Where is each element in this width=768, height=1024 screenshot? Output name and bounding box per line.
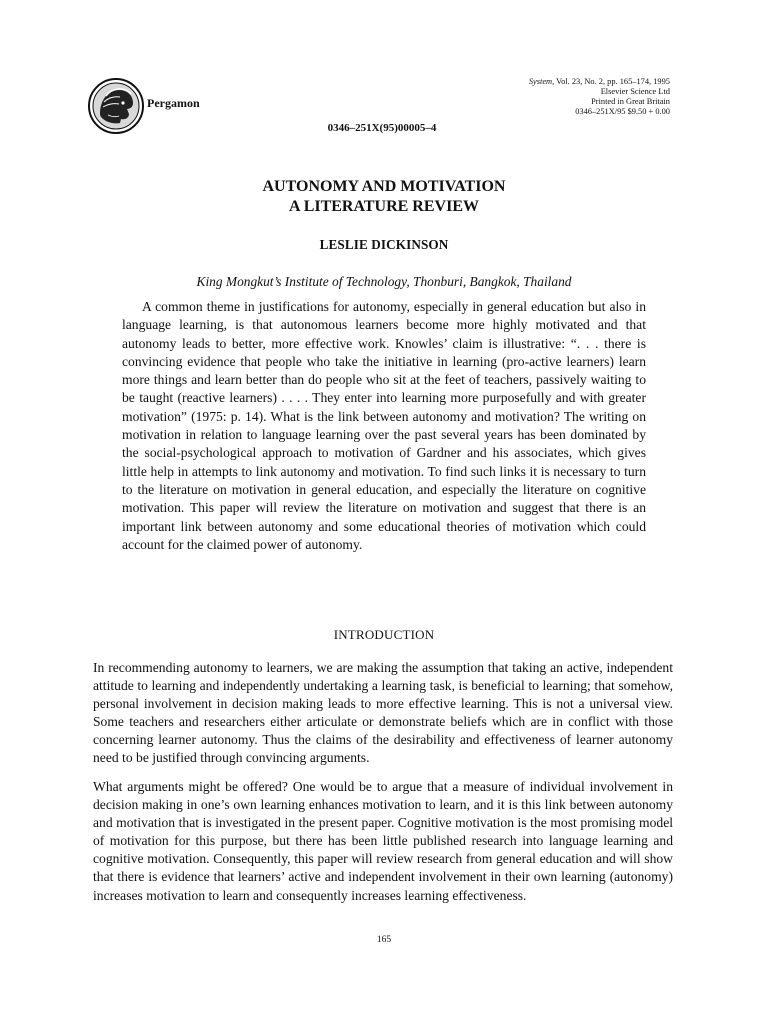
journal-name: System,	[528, 77, 555, 86]
article-code: 0346–251X(95)00005–4	[327, 122, 437, 134]
copyright-holder: Elsevier Science Ltd	[600, 87, 670, 96]
publisher-name: Pergamon	[147, 96, 200, 110]
article-code-line	[0, 122, 768, 134]
price-code: 0346–251X/95 $9.50 + 0.00	[575, 107, 670, 116]
body-paragraph-1: In recommending autonomy to learners, we are making the assumption that taking an active, independent attitude to learning and independently undertaking a learning task, is beneficial to learning; that somehow, personal involvement in decision making leads to more effective learning. This is not a universal view. Some teachers and researchers either articulate or demonstrate beliefs which are in conflict with those concerning learner autonomy. Thus the claims of the desirability and effectiveness of learner autonomy need to be justified through convincing arguments.	[93, 660, 673, 766]
title-line-2: A LITERATURE REVIEW	[289, 198, 479, 215]
journal-info	[410, 77, 670, 117]
article-title	[0, 177, 768, 217]
body-paragraph-2: What arguments might be offered? One would be to argue that a measure of individual involvement in decision making in one’s own learning enhances motivation to learn, and it is this link between autonomy and motivation that is investigated in the present paper. Cognitive motivation is the most promising model of motivation for this purpose, but there has been little published research into language learning and cognitive motivation. Consequently, this paper will review research from general education and will show that there is evidence that learners’ active and independent involvement in their own learning (autonomy) increases motivation to learn and consequently increases learning effectiveness.	[93, 779, 673, 903]
page-number: 165	[376, 935, 392, 945]
author-affiliation: King Mongkut’s Institute of Technology, Thonburi, Bangkok, Thailand	[196, 274, 572, 289]
abstract: A common theme in justifications for autonomy, especially in general education but also in language learning, is that autonomous learners become more highly motivated and that autonomy leads to better, more effective work. Knowles’ claim is illustrative: “. . . there is convincing evidence that people who take the initiative in learning (pro-active learners) learn more things and learn better than do people who sit at the feet of teachers, passively waiting to be taught (reactive learners) . . . . They enter into learning more purposefully and with greater motivation” (1975: p. 14). What is the link between autonomy and motivation? The writing on motivation in relation to language learning over the past several years has been dominated by the social-psychological approach to motivation of Gardner and his associates, which gives little help in attempts to link autonomy and motivation. To find such links it is necessary to turn to the literature on motivation in general education, and especially the literature on cognitive motivation. This paper will review the literature on motivation and suggest that there is an important link between autonomy and some educational theories of motivation which could account for the claimed power of autonomy.	[122, 299, 646, 552]
printed-location: Printed in Great Britain	[591, 97, 670, 106]
section-heading: INTRODUCTION	[333, 627, 435, 642]
journal-citation	[410, 77, 670, 87]
title-line-1: AUTONOMY AND MOTIVATION	[262, 178, 506, 195]
journal-details: Vol. 23, No. 2, pp. 165–174, 1995	[556, 77, 670, 86]
author-name: LESLIE DICKINSON	[319, 237, 449, 252]
